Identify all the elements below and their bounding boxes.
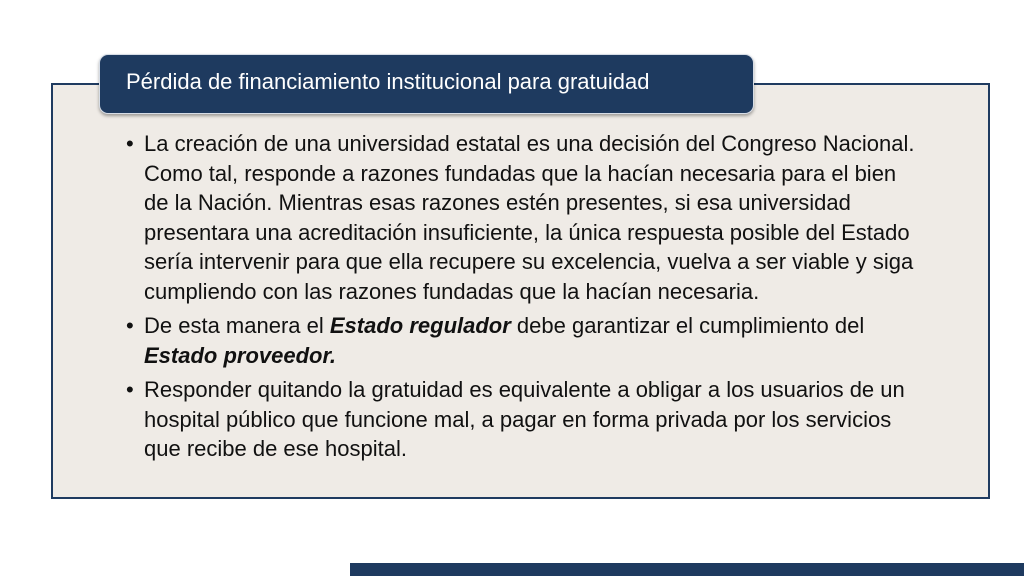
bullet-dot-icon: • xyxy=(126,131,134,156)
emphasis-estado-regulador: Estado regulador xyxy=(329,313,511,338)
bullet-text-3: Responder quitando la gratuidad es equivalente a obligar a los usuarios de un hospital público que funcione mal, a pagar en forma privada por los servicios que recibe de ese hospital. xyxy=(144,377,905,461)
footer-accent-bar xyxy=(350,563,1024,576)
slide-title: Pérdida de financiamiento institucional para gratuidad xyxy=(126,69,650,94)
bullet-text-2b: debe garantizar el cumplimiento del xyxy=(510,313,865,338)
bullet-dot-icon: • xyxy=(126,313,134,338)
bullet-text-1: La creación de una universidad estatal es una decisión del Congreso Nacional. Como tal, responde a razones fundadas que la hacían necesaria para el bien de la Nación. Mientras esas razones estén presentes, si esa universidad presentara una acreditación insuficiente, la única respuesta posible del Estado sería intervenir para que ella recupere su excelencia, vuelva a ser viable y siga cumpliendo con las razones fundadas que la hacían necesaria. xyxy=(144,131,915,304)
bullet-list xyxy=(126,129,926,469)
bullet-item-2 xyxy=(126,311,926,370)
bullet-item-3 xyxy=(126,375,926,464)
bullet-text-2a: De esta manera el xyxy=(144,313,330,338)
bullet-dot-icon: • xyxy=(126,377,134,402)
bullet-item-1 xyxy=(126,129,926,306)
title-banner xyxy=(99,54,754,114)
emphasis-estado-proveedor: Estado proveedor. xyxy=(144,342,336,368)
